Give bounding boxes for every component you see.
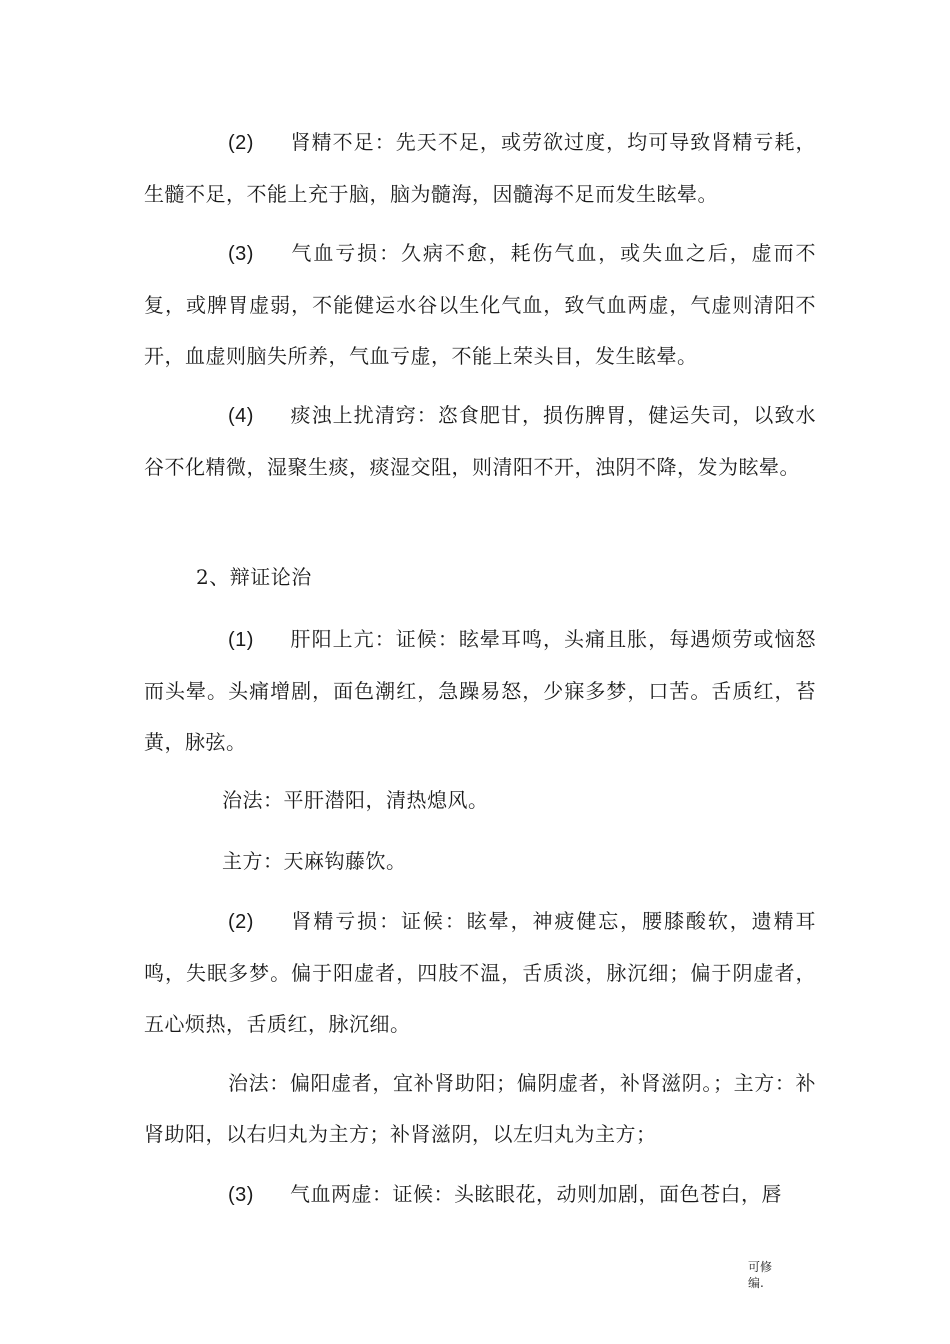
section-heading-text: 2、辩证论治 — [196, 565, 312, 589]
treatment-method — [222, 775, 842, 826]
paragraph-text: 主方：天麻钩藤饮。 — [222, 849, 407, 873]
footer-line-2: 编. — [748, 1276, 764, 1290]
treatment-method-kidney — [144, 1058, 816, 1160]
footer-note — [748, 1259, 788, 1291]
paragraph-text: 肾精不足：先天不足，或劳欲过度，均可导致肾精亏耗，生髓不足，不能上充于脑，脑为髓海，因髓海不足而发生眩晕。 — [144, 130, 816, 206]
paragraph-qi-blood-depletion — [144, 228, 816, 382]
item-number: (1) — [228, 629, 254, 651]
item-number: (4) — [228, 405, 254, 427]
paragraph-qi-blood-double-deficiency — [144, 1169, 816, 1221]
main-prescription — [222, 836, 842, 887]
section-heading — [196, 552, 816, 603]
item-number: (2) — [228, 911, 254, 933]
paragraph-kidney-essence-deficiency — [144, 117, 816, 220]
paragraph-phlegm-turbidity — [144, 390, 816, 493]
paragraph-text: 肾精亏损：证候：眩晕，神疲健忘，腰膝酸软，遗精耳鸣，失眠多梦。偏于阳虚者，四肢不温，舌质淡，脉沉细；偏于阴虚者，五心烦热，舌质红，脉沉细。 — [144, 909, 816, 1036]
paragraph-text: 气血亏损：久病不愈，耗伤气血，或失血之后，虚而不复，或脾胃虚弱，不能健运水谷以生化气血，致气血两虚，气虚则清阳不开，血虚则脑失所养，气血亏虚，不能上荣头目，发生眩晕。 — [144, 241, 816, 368]
paragraph-text: 肝阳上亢：证候：眩晕耳鸣，头痛且胀，每遇烦劳或恼怒而头晕。头痛增剧，面色潮红，急躁易怒，少寐多梦，口苦。舌质红，苔黄，脉弦。 — [144, 627, 816, 754]
paragraph-text: 痰浊上扰清窍：恣食肥甘，损伤脾胃，健运失司，以致水谷不化精微，湿聚生痰，痰湿交阻，则清阳不开，浊阴不降，发为眩晕。 — [144, 403, 816, 479]
paragraph-text: 治法：平肝潜阳，清热熄风。 — [222, 788, 489, 812]
paragraph-text: 治法：偏阳虚者，宜补肾助阳；偏阴虚者，补肾滋阴。；主方：补肾助阳，以右归丸为主方；补肾滋阴，以左归丸为主方； — [144, 1071, 816, 1146]
item-number: (3) — [228, 243, 254, 265]
paragraph-text: 气血两虚：证候：头眩眼花，动则加剧，面色苍白，唇 — [290, 1182, 782, 1206]
item-number: (2) — [228, 132, 254, 154]
paragraph-liver-yang — [144, 614, 816, 768]
item-number: (3) — [228, 1184, 254, 1206]
paragraph-kidney-essence-loss — [144, 896, 816, 1050]
footer-line-1: 可修 — [748, 1260, 773, 1274]
